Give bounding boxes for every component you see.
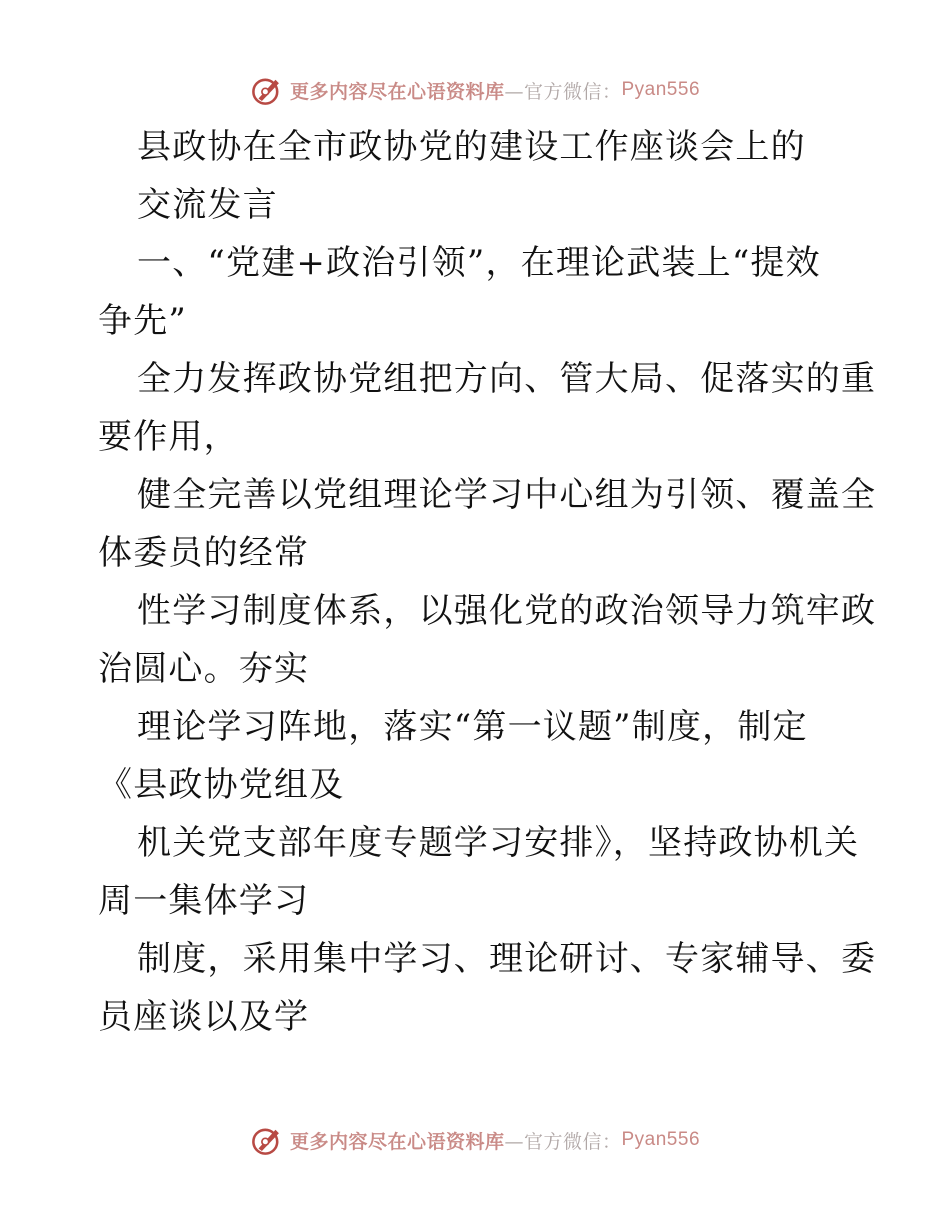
- watermark-sub-text: —官方微信：: [504, 80, 622, 103]
- watermark-main-text: 更多内容尽在心语资料库: [289, 1130, 505, 1153]
- paragraph-line: 机关党支部年度专题学习安排》，坚持政协机关: [137, 823, 860, 863]
- title-line-1: 县政协在全市政协党的建设工作座谈会上的: [137, 127, 806, 167]
- paragraph-line: 要作用，: [98, 417, 239, 457]
- watermark-sub-text: —官方微信：: [504, 1130, 622, 1153]
- paragraph-line: 《县政协党组及: [98, 765, 345, 805]
- pen-logo-icon: [250, 1123, 284, 1157]
- paragraph-line: 周一集体学习: [98, 881, 310, 921]
- paragraph-line: 制度，采用集中学习、理论研讨、专家辅导、委: [137, 939, 877, 979]
- watermark-main-text: 更多内容尽在心语资料库: [289, 80, 505, 103]
- header-watermark: [0, 70, 950, 110]
- paragraph-line: 理论学习阵地，落实“第一议题”制度，制定: [137, 707, 808, 747]
- title-line-2: 交流发言: [137, 185, 278, 225]
- watermark-id-text: Pyan556: [621, 1129, 701, 1150]
- footer-watermark: [0, 1120, 950, 1160]
- paragraph-line: 健全完善以党组理论学习中心组为引领、覆盖全: [137, 475, 877, 515]
- heading-line-1: 一、“党建+政治引领”，在理论武装上“提效: [137, 243, 821, 283]
- paragraph-line: 全力发挥政协党组把方向、管大局、促落实的重: [137, 359, 877, 399]
- pen-logo-icon: [250, 73, 284, 107]
- watermark-id-text: Pyan556: [621, 79, 701, 100]
- paragraph-line: 员座谈以及学: [98, 997, 310, 1037]
- paragraph-line: 性学习制度体系，以强化党的政治领导力筑牢政: [137, 591, 877, 631]
- paragraph-line: 治圆心。夯实: [98, 649, 310, 689]
- paragraph-line: 体委员的经常: [98, 533, 310, 573]
- heading-line-2: 争先”: [98, 301, 187, 341]
- document-body: [0, 118, 950, 1046]
